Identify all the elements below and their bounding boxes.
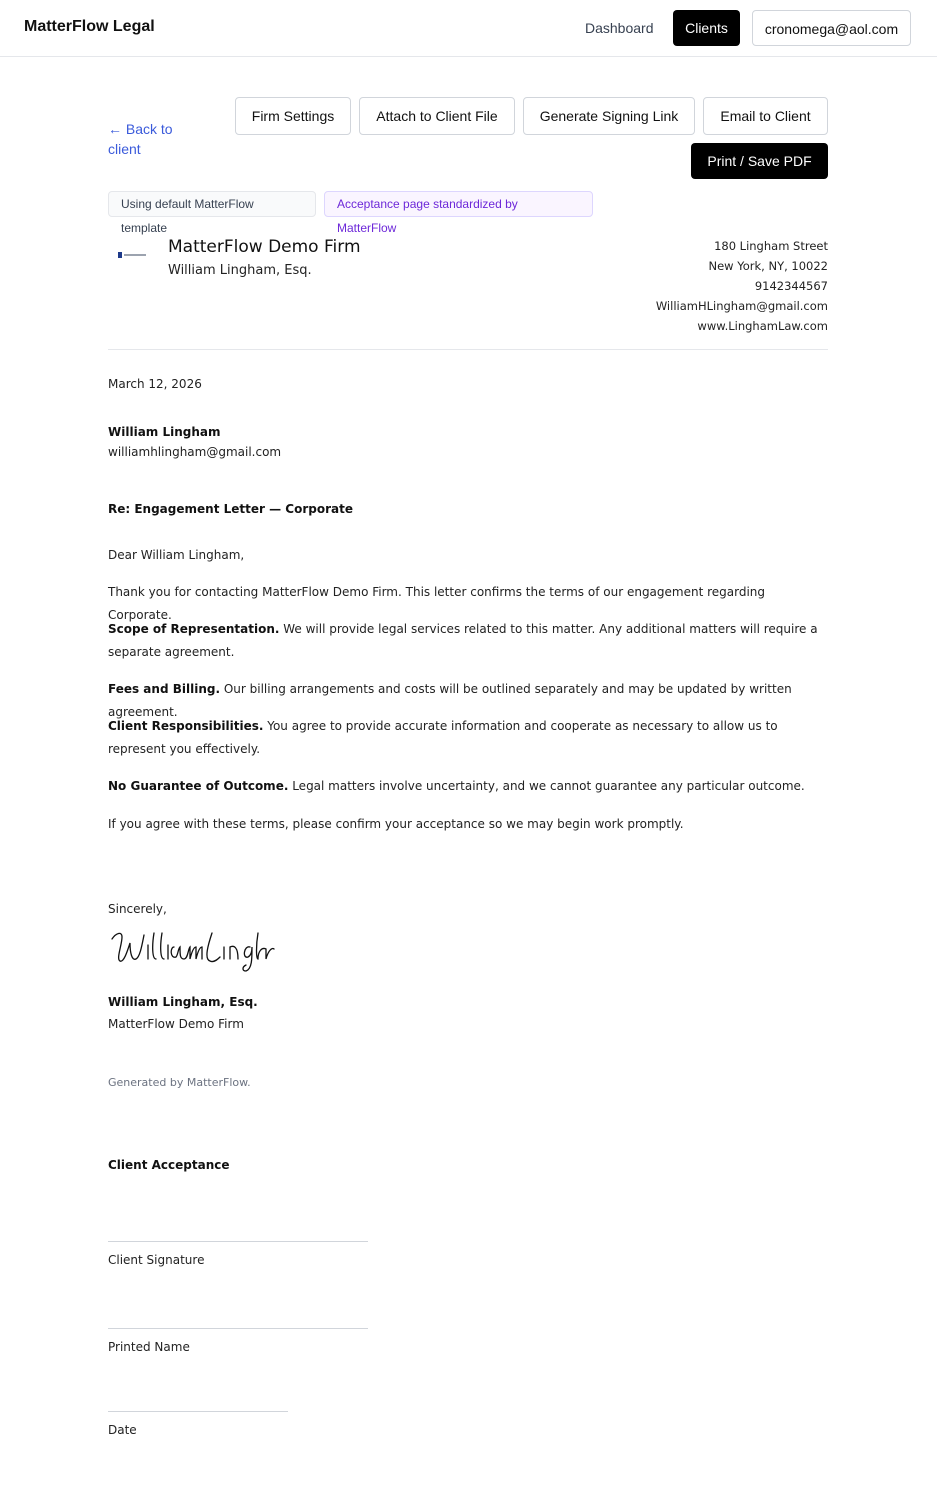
guarantee-heading: No Guarantee of Outcome. [108, 779, 289, 793]
letter-date: March 12, 2026 [108, 377, 202, 391]
client-acceptance-title: Client Acceptance [108, 1158, 230, 1172]
firm-website: www.LinghamLaw.com [697, 319, 828, 333]
firm-logo [118, 251, 148, 259]
firm-address-line2: New York, NY, 10022 [708, 259, 828, 273]
closing-paragraph: If you agree with these terms, please confirm your acceptance so we may begin work promptly. [108, 817, 684, 831]
fees-text: Our billing arrangements and costs will be outlined separately and may be updated by written agreement. [108, 682, 792, 719]
logo-wordmark [124, 254, 146, 256]
firm-email: WilliamHLingham@gmail.com [655, 299, 828, 313]
client-responsibilities-heading: Client Responsibilities. [108, 719, 264, 733]
print-save-pdf-button[interactable]: Print / Save PDF [691, 143, 828, 179]
scope-text: We will provide legal services related to this matter. Any additional matters will require a separate agreement. [108, 622, 818, 659]
handwritten-signature [108, 925, 278, 973]
printed-name-label: Printed Name [108, 1340, 190, 1354]
client-responsibilities-text: You agree to provide accurate information and cooperate as necessary to allow us to represent you effectively. [108, 719, 778, 756]
scope-heading: Scope of Representation. [108, 622, 280, 636]
recipient-name: William Lingham [108, 425, 221, 439]
logo-mark-icon [118, 252, 122, 258]
salutation: Dear William Lingham, [108, 548, 245, 562]
signer-name: William Lingham, Esq. [108, 995, 258, 1009]
template-badge: Using default MatterFlow template [108, 191, 316, 217]
scope-paragraph [108, 618, 828, 664]
intro-paragraph: Thank you for contacting MatterFlow Demo Firm. This letter confirms the terms of our engagement regarding Corporate. [108, 585, 766, 622]
acceptance-badge: Acceptance page standardized by MatterFlow [324, 191, 593, 217]
firm-contact-block [656, 236, 828, 336]
nav-clients-link[interactable]: Clients [673, 10, 740, 46]
fees-heading: Fees and Billing. [108, 682, 221, 696]
firm-settings-button[interactable]: Firm Settings [235, 97, 351, 135]
generated-by-footer: Generated by MatterFlow. [108, 1076, 251, 1089]
firm-address-line1: 180 Lingham Street [714, 239, 828, 253]
sign-off: Sincerely, [108, 902, 167, 916]
firm-name: MatterFlow Demo Firm [168, 237, 361, 257]
nav-dashboard-link[interactable]: Dashboard [585, 20, 654, 36]
back-to-client-link[interactable]: ← Back to client [108, 121, 173, 157]
client-signature-label: Client Signature [108, 1253, 205, 1267]
client-signature-line [108, 1241, 368, 1242]
app-brand[interactable]: MatterFlow Legal [24, 18, 155, 35]
user-account-button[interactable]: cronomega@aol.com [752, 10, 911, 46]
top-navigation [0, 0, 937, 57]
letterhead-divider [108, 349, 828, 350]
printed-name-line [108, 1328, 368, 1329]
client-responsibilities-paragraph [108, 715, 828, 761]
guarantee-paragraph [108, 775, 828, 798]
generate-signing-link-button[interactable]: Generate Signing Link [523, 97, 695, 135]
firm-phone: 9142344567 [754, 279, 828, 293]
email-to-client-button[interactable]: Email to Client [703, 97, 828, 135]
guarantee-text: Legal matters involve uncertainty, and we cannot guarantee any particular outcome. [288, 779, 805, 793]
firm-attorney: William Lingham, Esq. [168, 263, 312, 278]
subject-line: Re: Engagement Letter — Corporate [108, 502, 353, 516]
date-line [108, 1411, 288, 1412]
signer-firm: MatterFlow Demo Firm [108, 1017, 244, 1031]
attach-to-client-file-button[interactable]: Attach to Client File [359, 97, 515, 135]
recipient-email: williamhlingham@gmail.com [108, 445, 282, 459]
date-label: Date [108, 1423, 137, 1437]
